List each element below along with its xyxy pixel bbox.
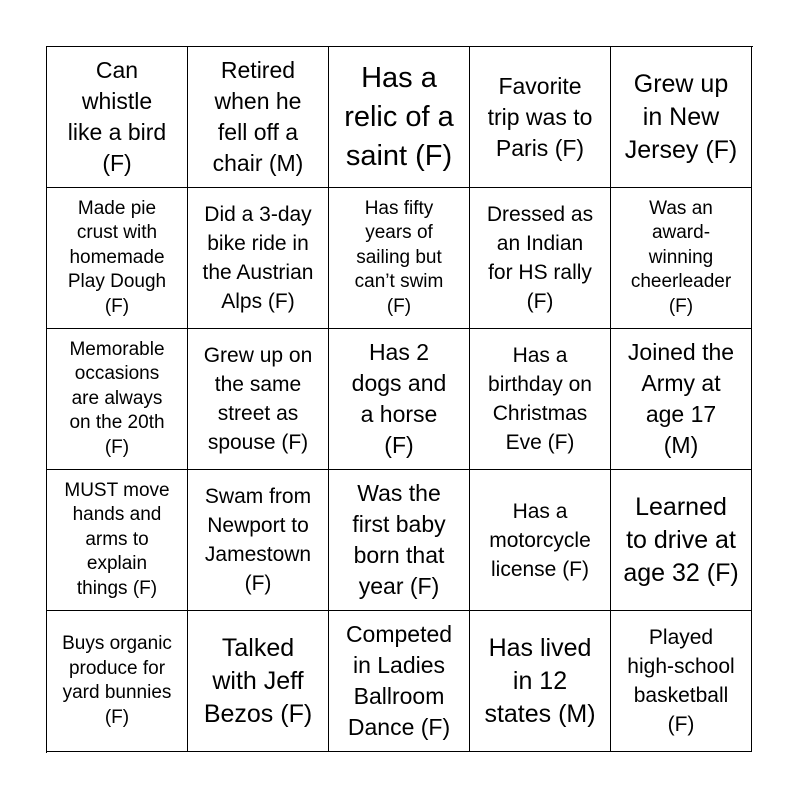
- bingo-cell-r3-c5[interactable]: Joined the Army at age 17 (M): [611, 329, 752, 470]
- bingo-cell-r4-c3[interactable]: Was the first baby born that year (F): [329, 470, 470, 611]
- bingo-cell-r4-c1[interactable]: MUST move hands and arms to explain things (F): [47, 470, 188, 611]
- bingo-cell-r5-c5[interactable]: Played high-school basketball (F): [611, 611, 752, 752]
- bingo-cell-r2-c4[interactable]: Dressed as an Indian for HS rally (F): [470, 188, 611, 329]
- bingo-cell-r3-c1[interactable]: Memorable occasions are always on the 20th (F): [47, 329, 188, 470]
- bingo-cell-r1-c2[interactable]: Retired when he fell off a chair (M): [188, 47, 329, 188]
- bingo-cell-r5-c1[interactable]: Buys organic produce for yard bunnies (F): [47, 611, 188, 752]
- bingo-cell-r4-c4[interactable]: Has a motorcycle license (F): [470, 470, 611, 611]
- bingo-cell-r5-c2[interactable]: Talked with Jeff Bezos (F): [188, 611, 329, 752]
- bingo-cell-r1-c3[interactable]: Has a relic of a saint (F): [329, 47, 470, 188]
- bingo-cell-r2-c2[interactable]: Did a 3-day bike ride in the Austrian Alps (F): [188, 188, 329, 329]
- bingo-cell-r3-c3[interactable]: Has 2 dogs and a horse (F): [329, 329, 470, 470]
- bingo-cell-r3-c4[interactable]: Has a birthday on Christmas Eve (F): [470, 329, 611, 470]
- bingo-cell-r1-c1[interactable]: Can whistle like a bird (F): [47, 47, 188, 188]
- bingo-cell-r2-c5[interactable]: Was an award- winning cheerleader (F): [611, 188, 752, 329]
- bingo-cell-r1-c5[interactable]: Grew up in New Jersey (F): [611, 47, 752, 188]
- bingo-cell-r3-c2[interactable]: Grew up on the same street as spouse (F): [188, 329, 329, 470]
- bingo-board: [46, 46, 753, 753]
- bingo-cell-r4-c2[interactable]: Swam from Newport to Jamestown (F): [188, 470, 329, 611]
- bingo-cell-r1-c4[interactable]: Favorite trip was to Paris (F): [470, 47, 611, 188]
- bingo-cell-r2-c1[interactable]: Made pie crust with homemade Play Dough (F): [47, 188, 188, 329]
- bingo-cell-r5-c3[interactable]: Competed in Ladies Ballroom Dance (F): [329, 611, 470, 752]
- bingo-cell-r2-c3[interactable]: Has fifty years of sailing but can’t swim (F): [329, 188, 470, 329]
- bingo-cell-r5-c4[interactable]: Has lived in 12 states (M): [470, 611, 611, 752]
- bingo-cell-r4-c5[interactable]: Learned to drive at age 32 (F): [611, 470, 752, 611]
